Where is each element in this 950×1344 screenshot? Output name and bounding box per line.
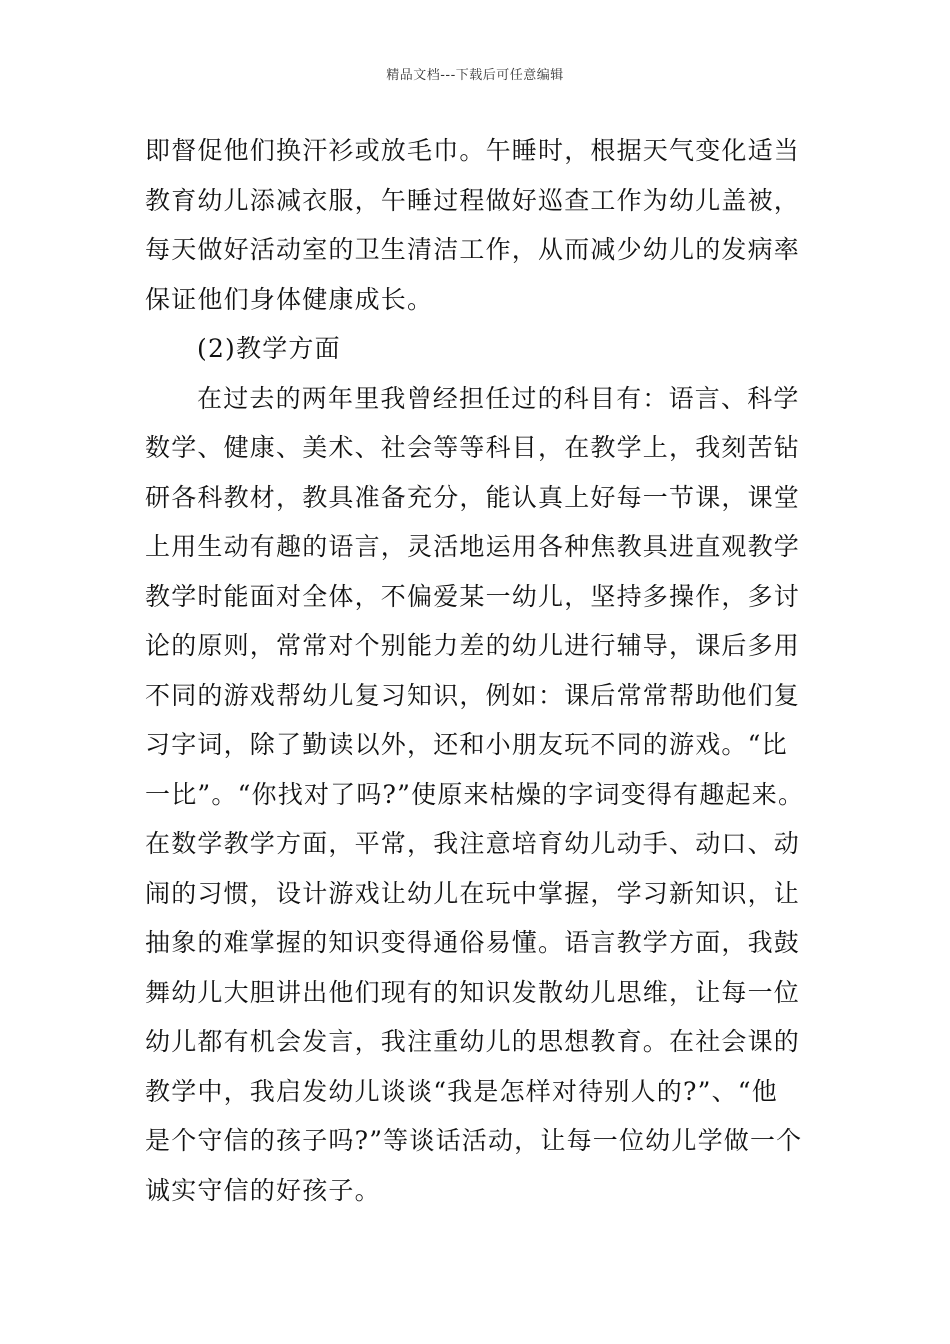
text-line: 研各科教材，教具准备充分，能认真上好每一节课，课堂 <box>145 482 801 512</box>
text-line: 在数学教学方面，平常，我注意培育幼儿动手、动口、动 <box>145 829 801 858</box>
text-line: 教学时能面对全体，不偏爱某一幼儿，坚持多操作，多讨 <box>145 581 801 611</box>
text-line: 教育幼儿添减衣服，午睡过程做好巡查工作为幼儿盖被， <box>145 185 801 215</box>
text-line: 是个守信的孩子吗?”等谈话活动，让每一位幼儿学做一个 <box>145 1126 803 1155</box>
text-line: 习字词，除了勤读以外，还和小朋友玩不同的游戏。“比 <box>145 730 788 759</box>
page-header: 精品文档---下载后可任意编辑 <box>386 68 564 83</box>
body-text <box>145 126 835 1215</box>
text-line: 一比”。“你找对了吗?”使原来枯燥的字词变得有趣起来。 <box>145 779 805 809</box>
section-heading: (2)教学方面 <box>197 334 341 363</box>
text-line: 保证他们身体健康成长。 <box>145 284 434 314</box>
text-line: 数学、健康、美术、社会等等科目，在教学上，我刻苦钻 <box>145 433 801 462</box>
text-line: 抽象的难掌握的知识变得通俗易懂。语言教学方面，我鼓 <box>145 928 801 957</box>
text-line: 教学中，我启发幼儿谈谈“我是怎样对待别人的?”、“他 <box>145 1076 778 1106</box>
text-line: 诚实守信的好孩子。 <box>145 1175 381 1205</box>
text-line: 在过去的两年里我曾经担任过的科目有：语言、科学 <box>197 383 800 413</box>
text-line: 不同的游戏帮幼儿复习知识，例如：课后常常帮助他们复 <box>145 680 801 710</box>
text-line: 舞幼儿大胆讲出他们现有的知识发散幼儿思维，让每一位 <box>145 977 801 1007</box>
text-line: 论的原则，常常对个别能力差的幼儿进行辅导，课后多用 <box>145 631 801 660</box>
text-line: 上用生动有趣的语言，灵活地运用各种焦教具进直观教学 <box>145 532 801 561</box>
text-line: 幼儿都有机会发言，我注重幼儿的思想教育。在社会课的 <box>145 1027 801 1056</box>
text-line: 每天做好活动室的卫生清洁工作，从而减少幼儿的发病率 <box>145 235 801 264</box>
text-line: 闹的习惯，设计游戏让幼儿在玩中掌握，学习新知识，让 <box>145 878 801 908</box>
text-line: 即督促他们换汗衫或放毛巾。午睡时，根据天气变化适当 <box>145 136 801 165</box>
